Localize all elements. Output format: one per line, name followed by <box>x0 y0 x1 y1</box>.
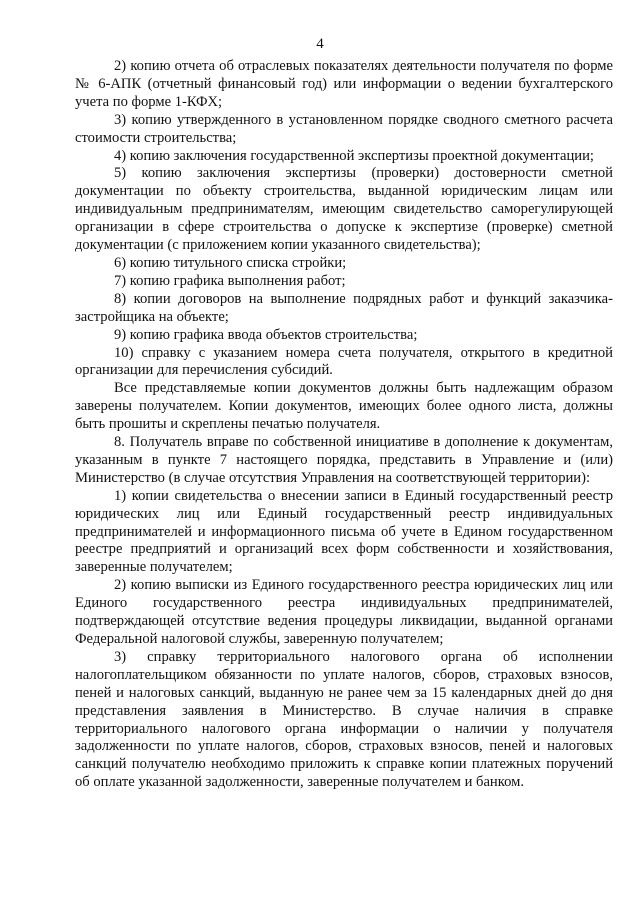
paragraph-item-8: 8) копии договоров на выполнение подрядных работ и функций заказчика-застройщика на объекте; <box>75 290 613 325</box>
section-8-item-1: 1) копии свидетельства о внесении записи в Единый государственный реестр юридических лиц или Единый государственный реестр индивидуальных предпринимателей и информационного письма об учете в Едином государственном реестре предприятий и организаций всех форм собственности и хозяйствования, заверенные получателем; <box>75 487 613 576</box>
section-8-paragraph: 8. Получатель вправе по собственной инициативе в дополнение к документам, указанным в пункте 7 настоящего порядка, представить в Управление и (или) Министерство (в случае отсутствия Управления на соответствующей территории): <box>75 434 613 486</box>
page-number: 4 <box>316 36 324 52</box>
section-8-item-2: 2) копию выписки из Единого государственного реестра юридических лиц или Единого государственного реестра индивидуальных предпринимателей, подтверждающей отсутствие ведения процедуры ликвидации, выданной органами Федеральной налоговой службы, заверенную получателем; <box>75 577 613 647</box>
paragraph-item-9: 9) копию графика ввода объектов строительства; <box>114 326 418 343</box>
certification-note: Все представляемые копии документов должны быть надлежащим образом заверены получателем. Копии документов, имеющих более одного листа, должны быть прошиты и скреплены печатью получателя. <box>75 380 613 433</box>
paragraph-item-2: 2) копию отчета об отраслевых показателях деятельности получателя по форме № 6-АПК (отчетный финансовый год) или информации о ведении бухгалтерского учета по форме 1-КФХ; <box>75 58 613 110</box>
paragraph-item-10: 10) справку с указанием номера счета получателя, открытого в кредитной организации для перечисления субсидий. <box>75 344 613 379</box>
paragraph-item-5: 5) копию заключения экспертизы (проверки) достоверности сметной документации по объекту строительства, выданной юридическим лицам или индивидуальным предпринимателям, имеющим свидетельство саморегулирующей организации в сфере строительства о допуске к экспертизе (проверке) сметной документации (с приложением копии указанного свидетельства); <box>75 165 613 254</box>
section-8-item-3: 3) справку территориального налогового органа об исполнении налогоплательщиком обязанности по уплате налогов, сборов, страховых взносов, пеней и налоговых санкций, выданную не ранее чем за 15 календарных дней до дня представления заявления в Министерство. В случае наличия в справке территориального налогового органа информации о наличии у получателя задолженности по уплате налогов, сборов, страховых взносов, пеней и налоговых санкций получателю необходимо приложить к справке копии платежных поручений об оплате указанной задолженности, заверенные получателем и банком. <box>75 648 613 791</box>
paragraph-item-4: 4) копию заключения государственной экспертизы проектной документации; <box>114 147 594 164</box>
paragraph-item-7: 7) копию графика выполнения работ; <box>114 272 346 289</box>
body-text <box>75 58 613 792</box>
paragraph-item-3: 3) копию утвержденного в установленном порядке сводного сметного расчета стоимости строительства; <box>75 111 613 146</box>
paragraph-item-6: 6) копию титульного списка стройки; <box>114 254 347 271</box>
